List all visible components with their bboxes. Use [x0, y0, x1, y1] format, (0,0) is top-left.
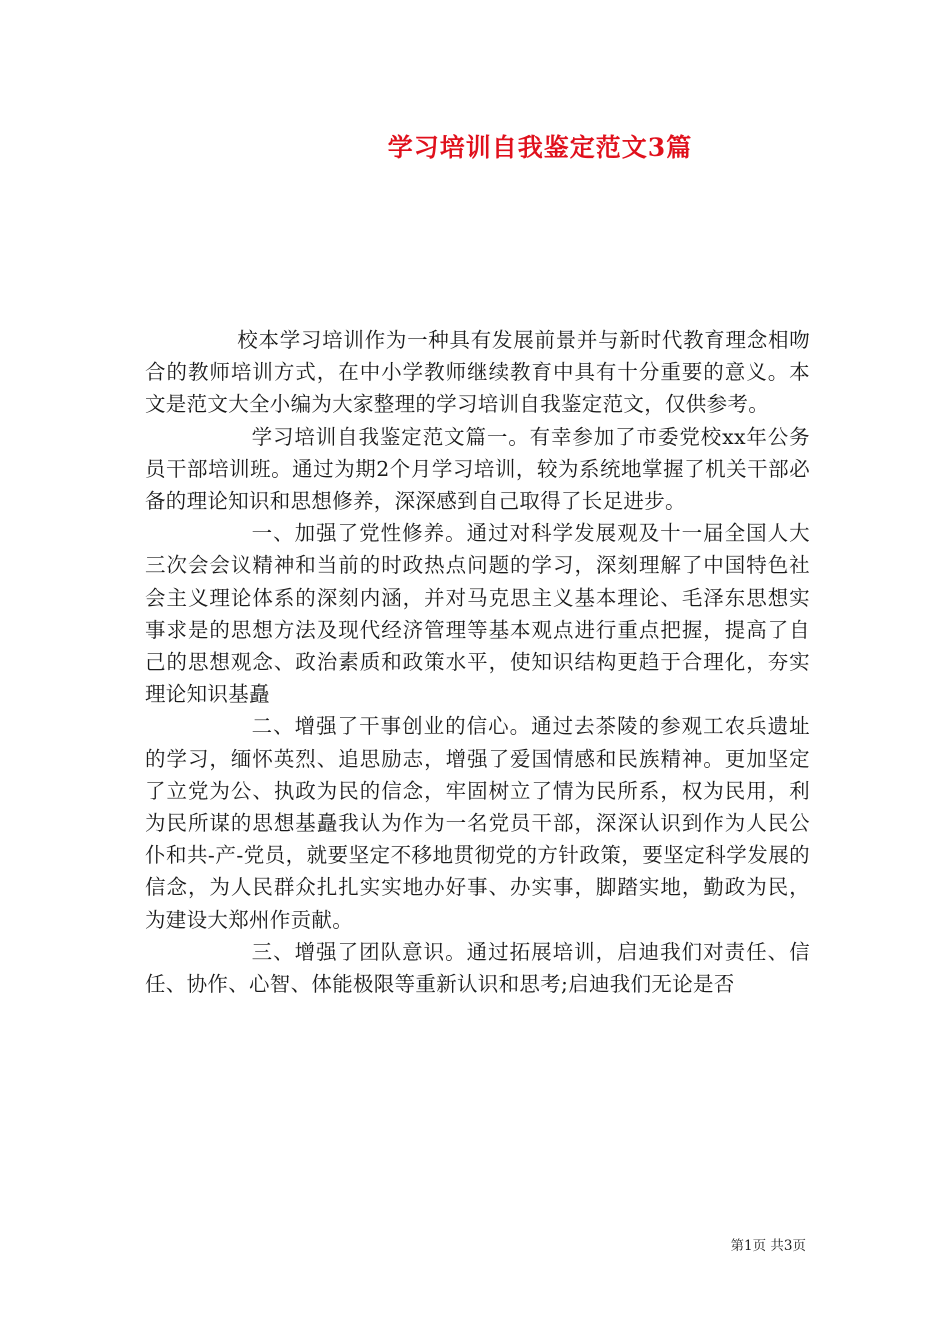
paragraph-essay-one-intro: 学习培训自我鉴定范文篇一。有幸参加了市委党校xx年公务员干部培训班。通过为期2个月学习培训，较为系统地掌握了机关干部必备的理论知识和思想修养，深深感到自己取得了长足进步。 [145, 424, 810, 514]
document-title: 学习培训自我鉴定范文3篇 [387, 133, 693, 162]
document-body [145, 324, 810, 1000]
page-number-footer: 第1页 共3页 [730, 1238, 806, 1254]
paragraph-point-three: 三、增强了团队意识。通过拓展培训，启迪我们对责任、信任、协作、心智、体能极限等重新认识和思考;启迪我们无论是否 [145, 939, 810, 997]
paragraph-point-two: 二、增强了干事创业的信心。通过去茶陵的参观工农兵遗址的学习，缅怀英烈、追思励志，增强了爱国情感和民族精神。更加坚定了立党为公、执政为民的信念，牢固树立了情为民所系，权为民用，利为民所谋的思想基矗我认为作为一名党员干部，深深认识到作为人民公仆和共-产-党员，就要坚定不移地贯彻党的方针政策，要坚定科学发展的信念，为人民群众扎扎实实地办好事、办实事，脚踏实地，勤政为民，为建设大郑州作贡献。 [145, 714, 810, 932]
paragraph-point-one: 一、加强了党性修养。通过对科学发展观及十一届全国人大三次会会议精神和当前的时政热点问题的学习，深刻理解了中国特色社会主义理论体系的深刻内涵，并对马克思主义基本理论、毛泽东思想实事求是的思想方法及现代经济管理等基本观点进行重点把握，提高了自己的思想观念、政治素质和政策水平，使知识结构更趋于合理化，夯实理论知识基矗 [145, 521, 810, 707]
paragraph-intro: 校本学习培训作为一种具有发展前景并与新时代教育理念相吻合的教师培训方式，在中小学教师继续教育中具有十分重要的意义。本文是范文大全小编为大家整理的学习培训自我鉴定范文，仅供参考。 [145, 328, 810, 417]
